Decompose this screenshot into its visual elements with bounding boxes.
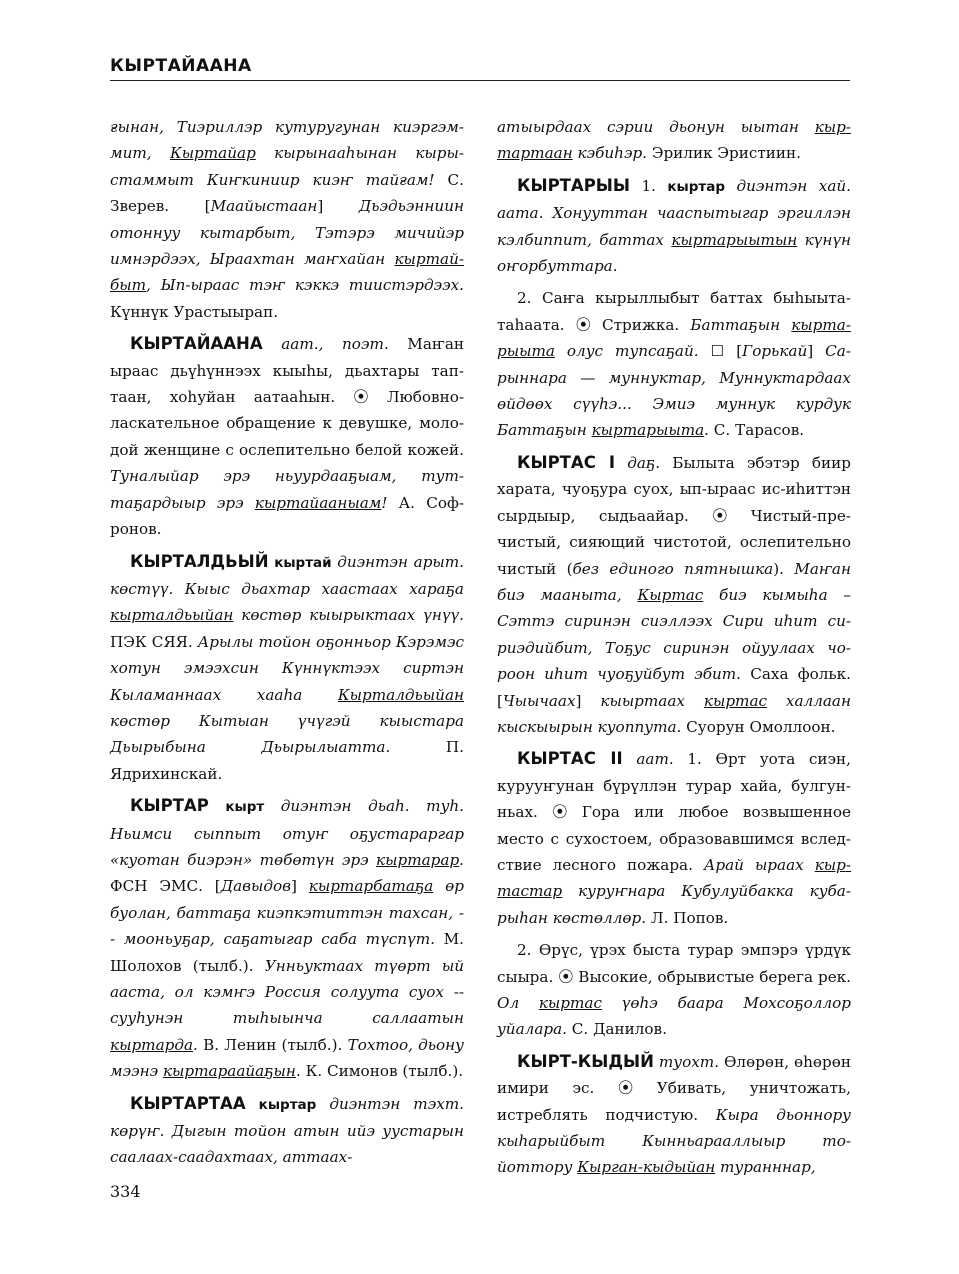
dictionary-entry: [110, 793, 464, 1084]
entry-text: Кыртайар: [169, 144, 256, 163]
dictionary-entry: [497, 285, 851, 443]
entry-text: Өлөрөн, өһөрөн имири эс. ⦿ Убивать, уничтожать, истреблять подчистую.: [497, 1052, 851, 1124]
entry-text: кыыртаах: [600, 691, 704, 710]
entry-text: көстөр кыырыктаах үнүү.: [233, 606, 464, 625]
right-column: [497, 114, 851, 1187]
entry-text: кыртартаан: [497, 118, 851, 163]
entry-text: ПЭК СЯЯ.: [110, 632, 198, 651]
entry-headword: КЫРТАРТАА: [130, 1093, 246, 1113]
entry-text: кыртарыытын: [671, 230, 798, 249]
entry-text: Дьэдьэнниин отоннуу кытарбыт, Тэтэрэ мичийэр имнэрдээх, Ыраахтан маҥхайан: [110, 197, 464, 269]
entry-headword: КЫРТАР: [130, 796, 209, 816]
dictionary-entry: [110, 549, 464, 788]
entry-text: С. Зверев. [: [110, 170, 465, 216]
entry-text: кыртарбатаҕа: [308, 877, 434, 896]
entry-text: Ол: [497, 994, 539, 1012]
entry-text: Суорун Омоллоон.: [681, 717, 836, 736]
entry-text: В. Ленин (тылб.).: [197, 1035, 348, 1054]
entry-text: кыртас: [703, 691, 768, 710]
running-head: КЫРТАЙААНА: [110, 56, 252, 76]
entry-text: кэбиһэр.: [572, 144, 647, 163]
entry-text: [264, 797, 281, 815]
page-number: 334: [110, 1182, 141, 1201]
entry-text: аат.: [636, 750, 674, 769]
entry-text: кыртар: [667, 178, 726, 195]
entry-text: ]: [290, 877, 309, 896]
entry-text: 1.: [630, 176, 668, 195]
entry-text: Туналыйар эрэ ньуурдааҕыам, туттаҕардыыр эрэ: [110, 467, 464, 512]
entry-text: [615, 454, 627, 472]
page-header: [110, 56, 850, 81]
entry-text: [623, 750, 637, 768]
entry-text: өр буолан, баттаҕа киэпкэтиттэн тахсан, -- мооньуҕар, саҕатыгар саба түспүт.: [110, 877, 464, 949]
entry-text: даҕ.: [627, 453, 661, 472]
entry-text: П. Ядрихинскай.: [110, 738, 464, 783]
dictionary-entry: [110, 331, 464, 542]
entry-text: диэнтэн тэхт. көрүҥ. Дыгын тойон атын ийэ уустарын саалаах-саадахтаах, аттаах-: [110, 1094, 464, 1167]
entry-text: ).: [773, 559, 795, 578]
entry-text: аат., поэт.: [281, 335, 389, 354]
entry-text: Арылы тойон оҕонньор Кэрэмэс хотун эмээхсин Күннүктээх сиртэн Кыламаннаах хааһа: [110, 632, 464, 704]
entry-text: ]: [807, 342, 826, 361]
dictionary-entry: [497, 173, 851, 280]
entry-text: кыртас: [538, 994, 602, 1012]
entry-text: [263, 335, 282, 353]
entry-text: Күннүк Урастыырап.: [110, 302, 279, 321]
entry-headword: КЫРТАЙААНА: [130, 334, 263, 354]
entry-text: кырталдьыйан: [110, 606, 234, 625]
entry-text: кыртастар: [497, 855, 851, 901]
entry-text: Кырталдьыйан: [337, 685, 464, 704]
entry-text: көстөр Кытыан үчүгэй кыыстара Дьырыбына Дьырылыатта.: [110, 711, 464, 757]
entry-text: Давыдов: [220, 877, 291, 896]
entry-headword: КЫРТАЛДЬЫЙ: [130, 551, 269, 571]
entry-text: диэнтэн арыт. көстүү. Кыыс дьахтар хаастаах хараҕа: [110, 552, 465, 598]
entry-text: кыртай: [274, 554, 332, 571]
entry-text: [246, 1095, 259, 1113]
entry-text: Унньуктаах түөрт ый ааста, ол кэмҥэ Россия солуута суох -- сууһунэн тыһыынча саллаатын: [110, 956, 464, 1028]
entry-text: ғынан, Тиэриллэр кутуругунан киэргэммит,: [110, 118, 464, 163]
entry-text: К. Симонов (тылб.).: [300, 1062, 464, 1081]
entry-text: .: [704, 421, 709, 440]
entry-text: 2. Өрүс, үрэх быста турар эмпэрэ үрдүк сыыра. ⦿ Высокие, обрывистые берега рек.: [497, 941, 851, 986]
entry-text: [209, 797, 226, 815]
entry-text: ФСН ЭМС. [: [110, 877, 221, 896]
entry-text: Эрилик Эристиин.: [647, 144, 801, 163]
entry-text: Л. Попов.: [646, 908, 729, 927]
entry-text: [725, 177, 736, 195]
entry-text: туохт.: [658, 1052, 720, 1071]
entry-text: !: [381, 493, 388, 512]
entry-text: диэнтэн хай. аата. Хонууттан чааспытыгар эргиллэн кэлбиппит, баттах: [497, 176, 851, 249]
entry-text: А. Софронов.: [110, 493, 465, 539]
entry-text: , Ып-ыраас тэҥ кэккэ тиистэрдээх.: [146, 276, 464, 295]
entry-text: Горькай: [742, 342, 808, 361]
entry-text: ]: [575, 691, 601, 710]
entry-text: кыртарыыта: [591, 421, 705, 440]
entry-text: диэнтэн дьаһ. туһ. Ньимси сыппыт отуҥ оҕустараргар «куотан биэрэн» төбөтүн эрэ: [110, 797, 464, 869]
entry-headword: КЫРТАС I: [517, 452, 616, 472]
entry-text: Тохтоо, дьону мээнэ: [110, 1035, 464, 1081]
entry-text: кыртарар: [376, 850, 460, 869]
entry-text: кыртараайаҕын: [162, 1062, 296, 1081]
entry-text: Сарыннара — муннуктар, Муннуктардаах өйдөөх сүүһэ... Эмиэ муннук курдук Баттаҕын: [497, 342, 851, 440]
entry-text: кыртарда: [110, 1035, 194, 1054]
entry-text: кырт: [225, 799, 265, 816]
entry-text: туранннар,: [715, 1158, 816, 1177]
entry-text: атыырдаах сэрии дьонун ыытан: [497, 118, 815, 136]
entry-text: үөһэ баара Мохсоҕоллор уйалара.: [497, 994, 851, 1039]
entry-text: кырынааһынан кырыстаммыт Киҥкиниир киэҥ тайғам!: [110, 144, 464, 189]
entry-text: Чыычаах: [502, 691, 576, 710]
entry-text: 1. Өрт уота сиэн, курууҥунан бүрүллэн турар хайа, булгунньах. ⦿ Гора или любое возвышенное место с сухостоем, образовавшимся вследствие лесного пожара.: [497, 750, 852, 874]
entry-text: [316, 1095, 329, 1113]
dictionary-entry: [497, 937, 851, 1043]
entry-text: Былыта эбэтэр биир харата, чуоҕура суох, ып-ыраас ис-иһиттэн сырдыыр, сыдьаайар. ⦿ Чистый-пречистый, сияющий чистотой, ослепительно чистый (: [497, 453, 851, 578]
entry-text: Арай ыраах: [703, 855, 815, 874]
entry-text: Кыртас: [637, 585, 704, 604]
dictionary-entry: [110, 1091, 464, 1171]
entry-text: кыртайбыт: [110, 250, 464, 295]
entry-text: Маайыстаан: [210, 197, 318, 216]
entry-text: Саха фольк. [: [497, 665, 851, 710]
entry-text: .: [193, 1035, 198, 1054]
entry-text: Кыра дьоннору кыһарыйбыт Кынньарааллыыр тойоттору: [497, 1105, 851, 1177]
entry-text: олус тупсаҕай.: [554, 342, 699, 361]
entry-headword: КЫРТАС II: [517, 749, 623, 769]
entry-headword: КЫРТАРЫЫ: [517, 175, 630, 195]
dictionary-entry: [497, 450, 851, 740]
entry-text: 2. Саҥа кырыллыбыт баттах быһыыта-таһаата. ⦿ Стрижка.: [497, 289, 851, 334]
entry-text: күнүн оҥорбуттара.: [497, 230, 851, 276]
entry-text: кыртайааныам: [254, 493, 382, 512]
entry-text: халлаан кыскыырын куоппута.: [497, 691, 851, 736]
dictionary-entry: [497, 746, 851, 931]
entry-text: ]: [317, 197, 359, 216]
left-column: [110, 114, 464, 1177]
entry-text: без единого пятнышка: [572, 559, 774, 578]
entry-text: кыртар: [258, 1096, 317, 1113]
entry-text: Маҥан ыраас дьүһүннээх кыыһы, дьахтары таптаан, хоһуйан аатааһын. ⦿ Любовно-ласкательное обращение к девушке, молодой женщине с ослепительно белой кожей.: [110, 335, 465, 459]
entry-text: Баттаҕын: [690, 315, 792, 334]
entry-headword: КЫРТ-КЫДЫЙ: [517, 1051, 654, 1071]
entry-text: Кырган-кыдыйан: [577, 1158, 716, 1177]
entry-text: куруҥнара Кубулуйбакка кубарыһан көстөллөр.: [497, 882, 851, 927]
entry-text: ☐ [: [698, 342, 743, 361]
entry-text: .: [295, 1062, 301, 1081]
entry-text: М. Шолохов (тылб.).: [110, 930, 464, 975]
entry-text: кыртарыыта: [497, 315, 851, 361]
dictionary-entry: [497, 114, 851, 167]
entry-text: .: [459, 850, 464, 869]
dictionary-entry: [497, 1049, 851, 1181]
entry-text: С. Данилов.: [566, 1020, 667, 1039]
entry-text: Маҥан биэ мааныта,: [497, 559, 851, 604]
entry-text: биэ кымыһа – Сэттэ сиринэн сиэллээх Сири иһит сириэдийбит, Тоҕус сиринэн ойуулаах чороон иһит чуоҕуйбут эбит.: [497, 585, 851, 684]
dictionary-entry: [110, 114, 464, 325]
header-rule: [110, 80, 850, 81]
entry-text: С. Тарасов.: [708, 421, 805, 440]
